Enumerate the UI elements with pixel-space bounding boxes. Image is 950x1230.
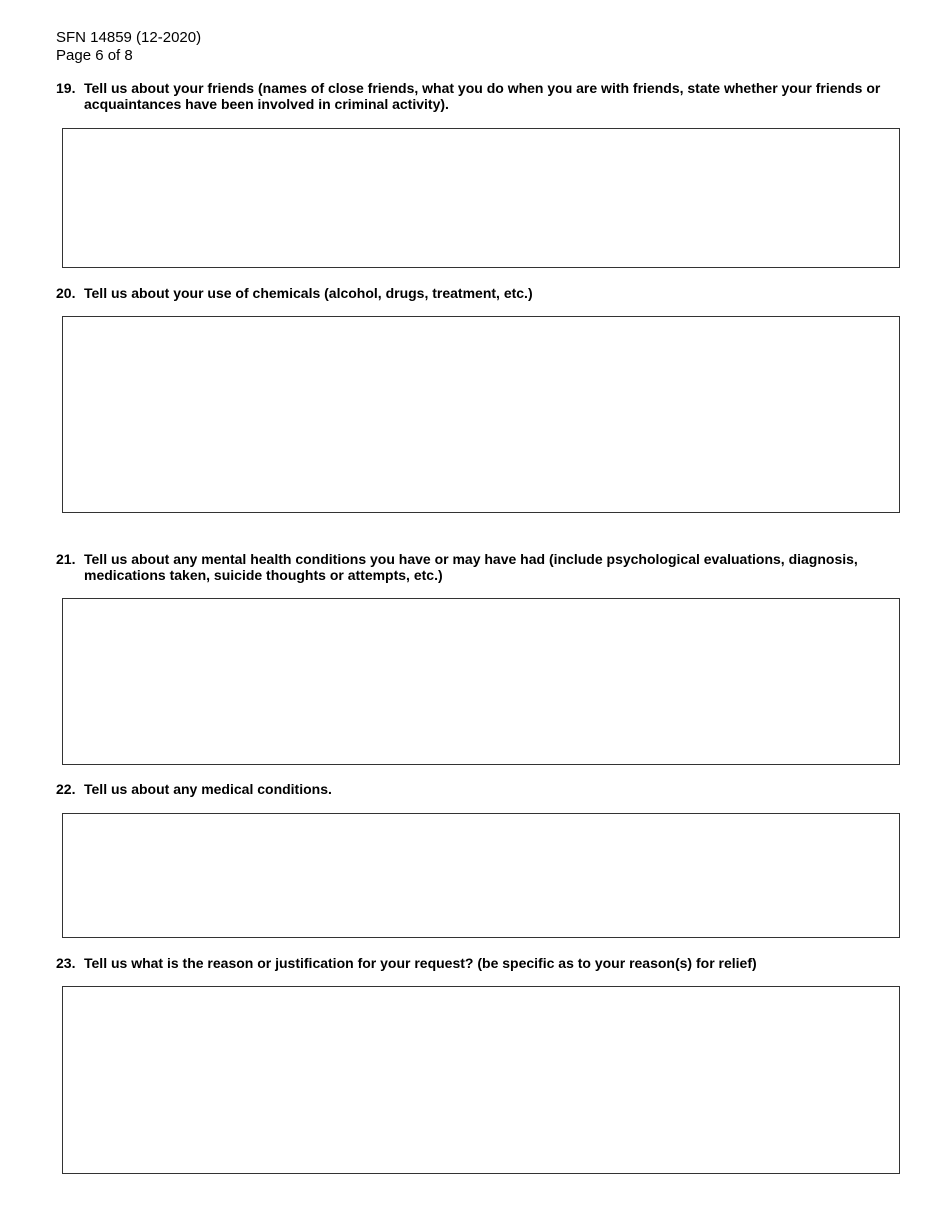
answer-field-19[interactable] — [62, 128, 900, 268]
answer-field-20[interactable] — [62, 316, 900, 513]
answer-field-22[interactable] — [62, 813, 900, 938]
question-number: 20. — [56, 285, 76, 301]
question-22 — [56, 781, 896, 797]
question-number: 22. — [56, 781, 76, 797]
question-text: Tell us about your friends (names of close friends, what you do when you are with friends, state whether your friends or acquaintances have been involved in criminal activity). — [84, 80, 881, 112]
question-20 — [56, 285, 896, 301]
question-text: Tell us about any mental health conditions you have or may have had (include psychological evaluations, diagnosis, medications taken, suicide thoughts or attempts, etc.) — [84, 551, 858, 583]
answer-field-21[interactable] — [62, 598, 900, 765]
page-number: Page 6 of 8 — [56, 47, 133, 64]
question-19 — [56, 80, 896, 112]
question-number: 23. — [56, 955, 76, 971]
question-text: Tell us about any medical conditions. — [84, 781, 332, 797]
question-number: 19. — [56, 80, 76, 96]
question-text: Tell us what is the reason or justification for your request? (be specific as to your reason(s) for relief) — [84, 955, 757, 971]
answer-field-23[interactable] — [62, 986, 900, 1174]
question-number: 21. — [56, 551, 76, 567]
question-23 — [56, 955, 896, 971]
question-21 — [56, 551, 896, 583]
form-id: SFN 14859 (12-2020) — [56, 29, 202, 46]
question-text: Tell us about your use of chemicals (alcohol, drugs, treatment, etc.) — [84, 285, 533, 301]
